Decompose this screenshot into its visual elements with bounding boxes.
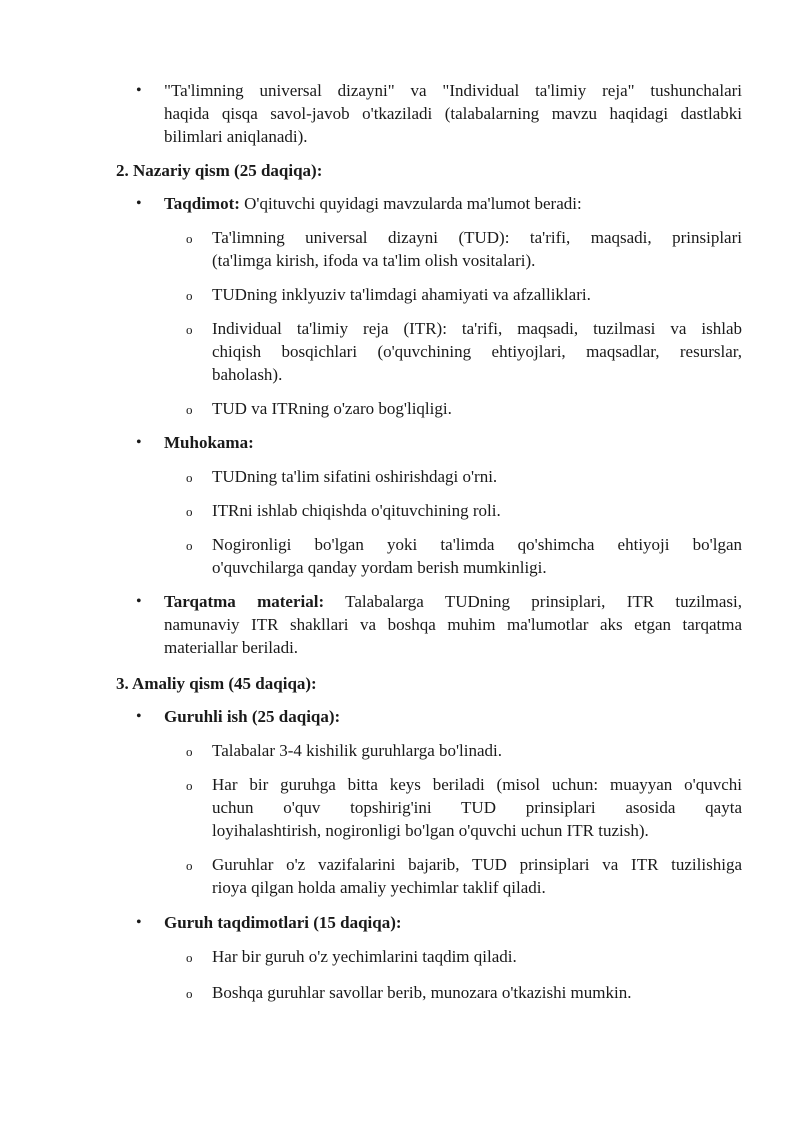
- sub-item: [186, 533, 742, 579]
- sub-item-text: [212, 465, 742, 488]
- sub-item-text: [212, 533, 742, 579]
- intro-bullet-text: [164, 79, 742, 148]
- sub-marker: o: [186, 322, 193, 337]
- text-line: baholash).: [212, 365, 283, 384]
- sub-item-text: [212, 773, 742, 842]
- sub-marker: o: [186, 504, 193, 519]
- sub-item: [186, 499, 742, 522]
- bullet-marker: •: [136, 82, 142, 99]
- sub-item: [186, 981, 742, 1004]
- text-line: Ta'limning universal dizayni (TUD): ta'rifi, maqsadi, prinsiplari: [212, 228, 742, 247]
- bullet-label: Tarqatma material:: [164, 592, 325, 611]
- sub-marker: o: [186, 744, 193, 759]
- bullet-tarqatma-text: [164, 590, 742, 659]
- sub-item: [186, 773, 742, 842]
- text-line: materiallar beriladi.: [164, 638, 299, 657]
- text-line: (ta'limga kirish, ifoda va ta'lim olish vositalari).: [212, 251, 536, 270]
- bullet-marker: •: [136, 914, 142, 931]
- sub-marker: o: [186, 402, 193, 417]
- text-line: TUDning ta'lim sifatini oshirishdagi o'rni.: [212, 467, 498, 486]
- bullet-marker: •: [136, 434, 142, 451]
- sub-marker: o: [186, 858, 193, 873]
- sub-marker: o: [186, 470, 193, 485]
- sub-item: [186, 853, 742, 899]
- text-line: Individual ta'limiy reja (ITR): ta'rifi, maqsadi, tuzilmasi va ishlab: [212, 319, 742, 338]
- text-line: ITRni ishlab chiqishda o'qituvchining roli.: [212, 501, 501, 520]
- sub-item-text: [212, 283, 742, 306]
- bullet-label: Muhokama:: [164, 433, 254, 452]
- sub-item: [186, 226, 742, 272]
- text-line: o'quvchilarga qanday yordam berish mumkinligi.: [212, 558, 547, 577]
- text-line: TUDning inklyuziv ta'limdagi ahamiyati va afzalliklari.: [212, 285, 591, 304]
- text-line: [164, 590, 742, 613]
- bullet-label: Guruh taqdimotlari (15 daqiqa):: [164, 913, 402, 932]
- sub-item-text: [212, 397, 742, 420]
- sub-marker: o: [186, 231, 193, 246]
- bullet-taqdimot-text: [164, 192, 742, 215]
- sub-marker: o: [186, 538, 193, 553]
- text-line: "Ta'limning universal dizayni" va "Individual ta'limiy reja" tushunchalari: [164, 81, 742, 100]
- bullet-marker: •: [136, 708, 142, 725]
- sub-item: [186, 739, 742, 762]
- text-line: loyihalashtirish, nogironligi bo'lgan o'quvchi uchun ITR tuzish).: [212, 821, 649, 840]
- text-line: bilimlari aniqlanadi).: [164, 127, 308, 146]
- text-line: Guruhlar o'z vazifalarini bajarib, TUD prinsiplari va ITR tuzilishiga: [212, 855, 742, 874]
- sub-item: [186, 397, 742, 420]
- text-line: Talabalar 3-4 kishilik guruhlarga bo'linadi.: [212, 741, 503, 760]
- sub-marker: o: [186, 986, 193, 1001]
- bullet-muhokama-text: [164, 431, 742, 454]
- sub-item-text: [212, 853, 742, 899]
- bullet-guruhli-ish: [136, 705, 742, 728]
- sub-item-text: [212, 981, 742, 1004]
- bullet-guruh-taqdimotlari: [136, 911, 742, 934]
- bullet-body: O'qituvchi quyidagi mavzularda ma'lumot beradi:: [239, 194, 582, 213]
- text-line: Nogironligi bo'lgan yoki ta'limda qo'shimcha ehtiyoji bo'lgan: [212, 535, 742, 554]
- section-heading-amaliy: 3. Amaliy qism (45 daqiqa):: [116, 674, 317, 693]
- sub-marker: o: [186, 778, 193, 793]
- sub-item: [186, 317, 742, 386]
- bullet-guruh-taqdimotlari-text: [164, 911, 742, 934]
- text-line: namunaviy ITR shakllari va boshqa muhim ma'lumotlar aks etgan tarqatma: [164, 615, 742, 634]
- sub-marker: o: [186, 288, 193, 303]
- bullet-tarqatma: [136, 590, 742, 659]
- sub-item: [186, 465, 742, 488]
- sub-marker: o: [186, 950, 193, 965]
- bullet-label: Taqdimot:: [164, 194, 240, 213]
- sub-item: [186, 945, 742, 968]
- sub-item-text: [212, 317, 742, 386]
- sub-item-text: [212, 945, 742, 968]
- text-line: rioya qilgan holda amaliy yechimlar taklif qiladi.: [212, 878, 546, 897]
- bullet-label: Guruhli ish (25 daqiqa):: [164, 707, 341, 726]
- sub-item-text: [212, 499, 742, 522]
- sub-item: [186, 283, 742, 306]
- text-line: chiqish bosqichlari (o'quvchining ehtiyojlari, maqsadlar, resurslar,: [212, 342, 742, 361]
- sub-item-text: [212, 226, 742, 272]
- bullet-marker: •: [136, 195, 142, 212]
- text-line: Har bir guruhga bitta keys beriladi (misol uchun: muayyan o'quvchi: [212, 775, 742, 794]
- text-line: Har bir guruh o'z yechimlarini taqdim qiladi.: [212, 947, 517, 966]
- bullet-taqdimot: [136, 192, 742, 215]
- text-fragment: Talabalarga TUDning prinsiplari, ITR tuzilmasi,: [324, 592, 742, 611]
- text-line: TUD va ITRning o'zaro bog'liqligi.: [212, 399, 452, 418]
- bullet-guruhli-ish-text: [164, 705, 742, 728]
- text-line: haqida qisqa savol-javob o'tkaziladi (talabalarning mavzu haqidagi dastlabki: [164, 104, 742, 123]
- intro-bullet: [136, 79, 742, 148]
- section-heading-nazariy: 2. Nazariy qism (25 daqiqa):: [116, 161, 323, 180]
- sub-item-text: [212, 739, 742, 762]
- bullet-marker: •: [136, 593, 142, 610]
- bullet-muhokama: [136, 431, 742, 454]
- text-line: uchun o'quv topshirig'ini TUD prinsiplari asosida qayta: [212, 798, 742, 817]
- text-line: Boshqa guruhlar savollar berib, munozara o'tkazishi mumkin.: [212, 983, 632, 1002]
